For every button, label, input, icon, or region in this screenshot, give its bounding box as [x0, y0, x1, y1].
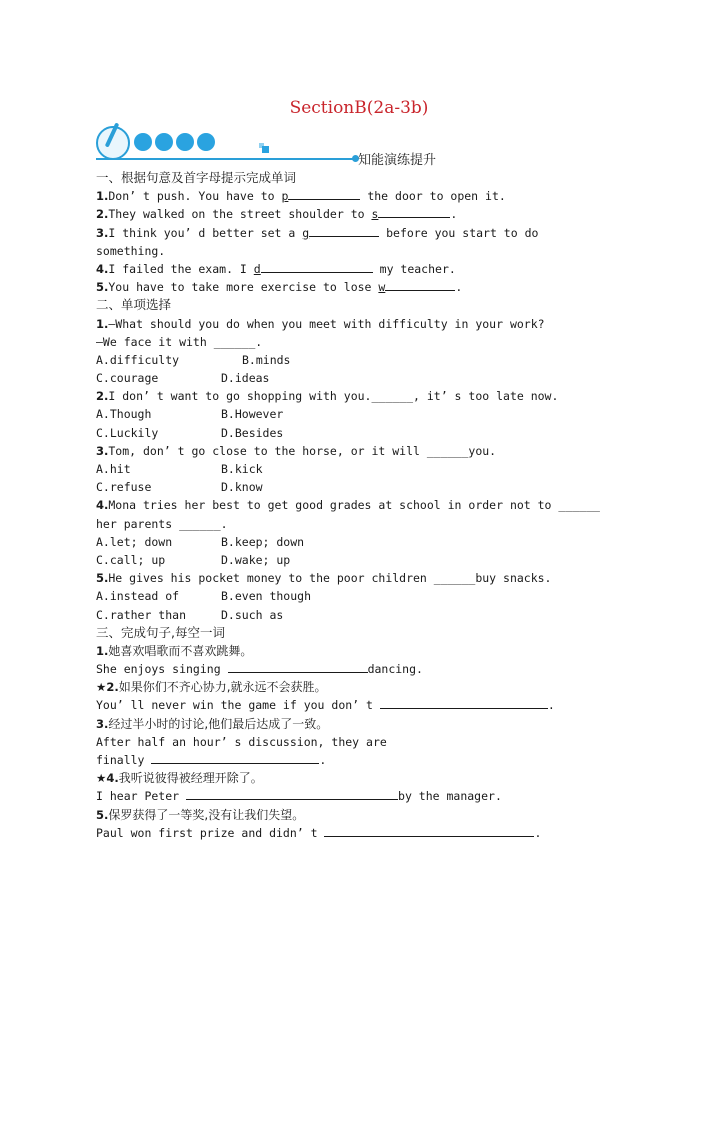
option-d[interactable]: D.know: [221, 480, 263, 495]
option-b[interactable]: B.minds: [242, 352, 291, 367]
banner-label: 知能演练提升: [358, 153, 437, 168]
option-d[interactable]: D.Besides: [221, 425, 284, 440]
worksheet-body: [96, 169, 626, 842]
question: 3.I think you’ d better set a g before you start to do: [96, 225, 539, 240]
answer-blank[interactable]: [261, 260, 373, 273]
question-chinese: ★2.如果你们不齐心协力,就永远不会获胜。: [96, 680, 327, 695]
option-a[interactable]: A.let; down: [96, 534, 173, 549]
option-a[interactable]: A.instead of: [96, 589, 180, 604]
option-c[interactable]: C.call; up: [96, 552, 166, 567]
option-b[interactable]: B.kick: [221, 462, 263, 476]
option-row: [96, 533, 626, 551]
answer-blank[interactable]: [151, 751, 319, 764]
question: 2.They walked on the street shoulder to s .: [96, 207, 458, 222]
option-row: [96, 369, 626, 387]
question: 4.I failed the exam. I d my teacher.: [96, 261, 456, 276]
option-row: [96, 405, 626, 423]
section-heading: 二、单项选择: [96, 297, 172, 313]
question: 1.Don’ t push. You have to p the door to open it.: [96, 189, 506, 204]
option-c[interactable]: C.courage: [96, 371, 159, 386]
question-english: I hear Peter by the manager.: [96, 789, 502, 804]
option-c[interactable]: C.Luckily: [96, 425, 159, 440]
question-continuation: —We face it with ______.: [96, 334, 263, 349]
answer-blank[interactable]: w: [378, 280, 386, 295]
option-a[interactable]: A.hit: [96, 462, 131, 476]
option-row: [96, 587, 626, 605]
option-row: [96, 351, 626, 369]
answer-blank[interactable]: [380, 696, 548, 709]
question-chinese: 1.她喜欢唱歌而不喜欢跳舞。: [96, 643, 253, 658]
option-b[interactable]: B.However: [221, 407, 284, 422]
option-row: [96, 424, 626, 442]
question-english: She enjoys singing dancing.: [96, 662, 423, 677]
question-chinese: 3.经过半小时的讨论,他们最后达成了一致。: [96, 716, 329, 731]
banner-dots-icon: [134, 133, 215, 151]
answer-blank[interactable]: [228, 660, 368, 673]
section-banner: [96, 122, 456, 166]
answer-blank[interactable]: d: [253, 261, 261, 276]
option-row: [96, 460, 626, 478]
answer-blank[interactable]: [385, 278, 455, 291]
option-c[interactable]: C.rather than: [96, 607, 187, 622]
answer-blank[interactable]: [378, 205, 450, 218]
question-english: Paul won first prize and didn’ t .: [96, 825, 542, 840]
section-heading: 一、根据句意及首字母提示完成单词: [96, 170, 297, 185]
answer-blank[interactable]: g: [302, 225, 310, 240]
option-row: [96, 478, 626, 496]
question-continuation: something.: [96, 243, 166, 258]
question-english: You’ ll never win the game if you don’ t .: [96, 698, 555, 713]
option-row: [96, 551, 626, 569]
question-chinese: 5.保罗获得了一等奖,没有让我们失望。: [96, 807, 305, 822]
question-english: After half an hour’ s discussion, they are: [96, 734, 387, 749]
question: 5.He gives his pocket money to the poor children ______buy snacks.: [96, 571, 552, 586]
option-d[interactable]: D.ideas: [221, 371, 270, 386]
answer-blank[interactable]: [186, 787, 398, 800]
question: 3.Tom, don’ t go close to the horse, or it will ______you.: [96, 443, 497, 458]
question: 5.You have to take more exercise to lose w .: [96, 280, 463, 295]
answer-blank[interactable]: [288, 187, 360, 200]
answer-blank[interactable]: [309, 224, 379, 237]
banner-rule: [96, 158, 354, 160]
option-b[interactable]: B.keep; down: [221, 534, 305, 549]
option-d[interactable]: D.such as: [221, 607, 284, 622]
answer-blank[interactable]: [324, 824, 534, 837]
option-a[interactable]: A.difficulty: [96, 352, 180, 367]
square-decoration-icon: [262, 146, 269, 153]
question: 1.—What should you do when you meet with difficulty in your work?: [96, 316, 545, 331]
question: 2.I don’ t want to go shopping with you.______, it’ s too late now.: [96, 389, 559, 404]
option-row: [96, 606, 626, 624]
section-heading: 三、完成句子,每空一词: [96, 624, 225, 640]
option-b[interactable]: B.even though: [221, 589, 312, 604]
option-c[interactable]: C.refuse: [96, 480, 152, 495]
answer-blank[interactable]: s: [371, 207, 379, 222]
option-a[interactable]: A.Though: [96, 407, 152, 422]
page-title: SectionB(2a-3b): [289, 98, 429, 118]
question-continuation: her parents ______.: [96, 516, 228, 531]
answer-blank[interactable]: p: [281, 189, 289, 204]
option-d[interactable]: D.wake; up: [221, 552, 291, 567]
question-english: finally .: [96, 753, 327, 767]
question: 4.Mona tries her best to get good grades at school in order not to ______: [96, 498, 600, 513]
question-chinese: ★4.我听说彼得被经理开除了。: [96, 771, 263, 786]
